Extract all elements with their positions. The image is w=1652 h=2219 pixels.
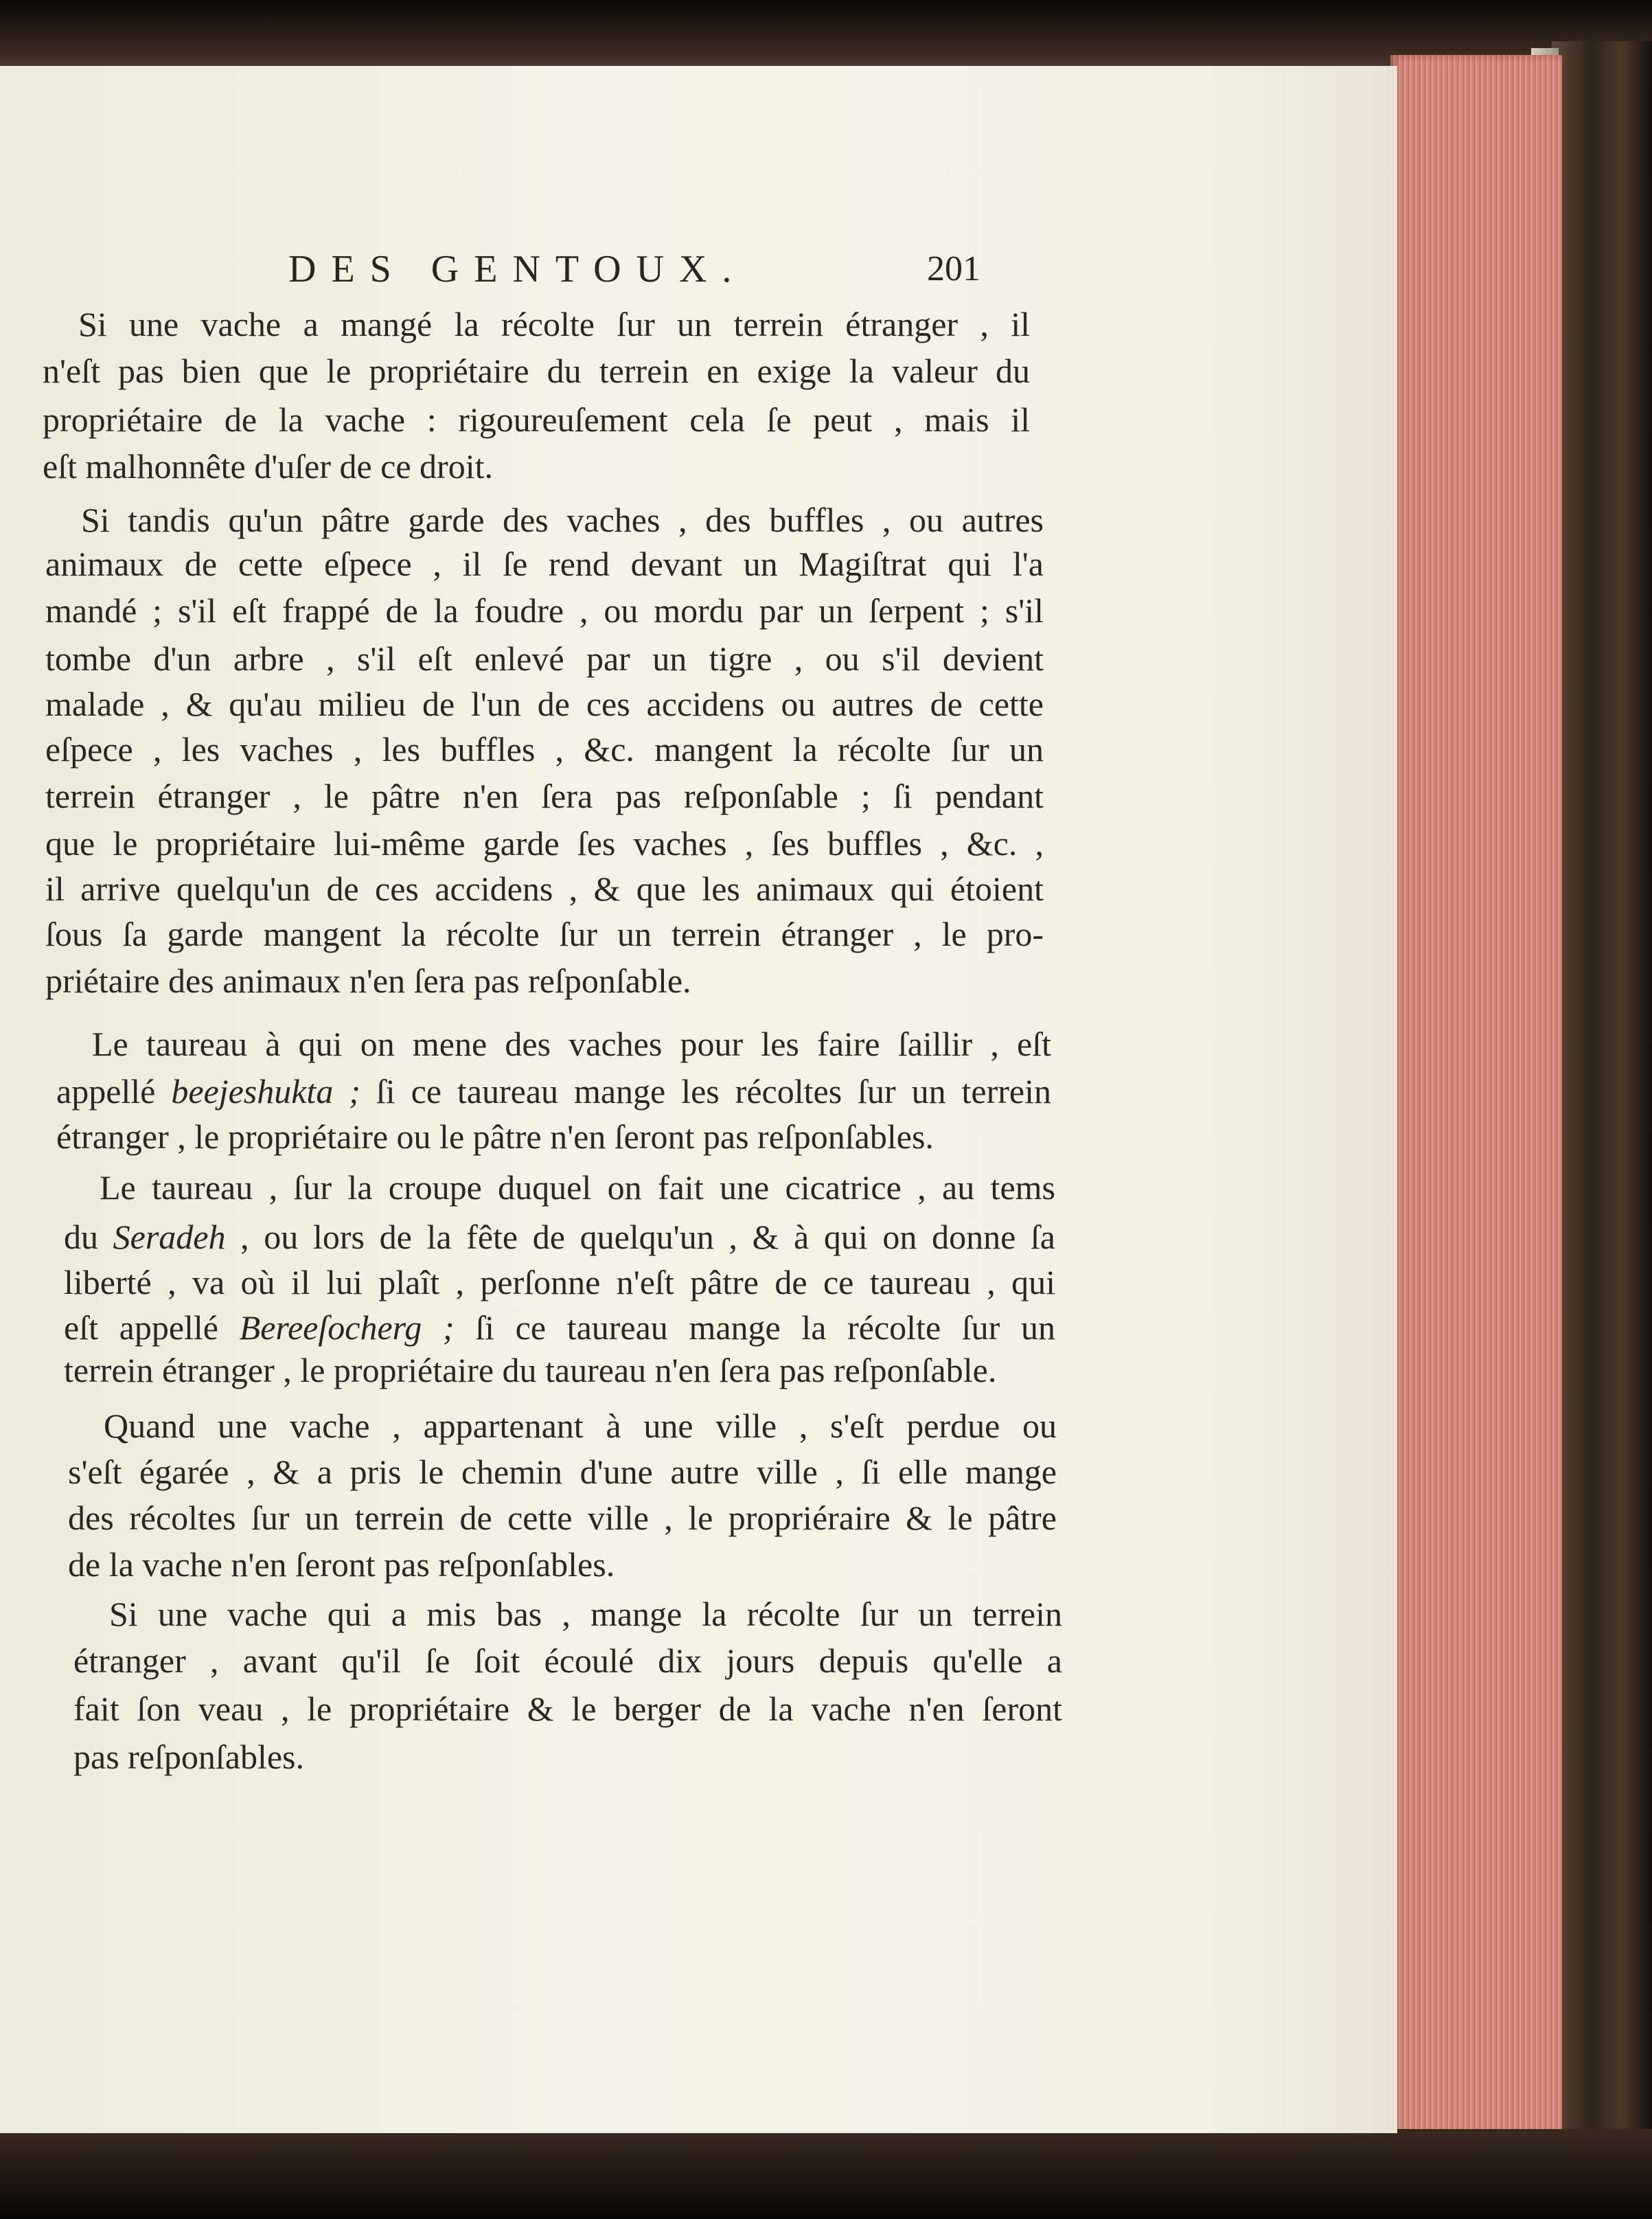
text-line (68, 1448, 1057, 1496)
text-line (100, 1163, 1055, 1211)
text-run: Si tandis qu'un pâtre garde des vaches , des buffles , ou autres (81, 501, 1044, 539)
text-line (109, 1590, 1062, 1638)
text-run: ſi ce taureau mange les récoltes ſur un terrein (360, 1072, 1051, 1111)
text-run: il arrive quelqu'un de ces accidens , & que les animaux qui étoient (45, 869, 1044, 908)
text-run: terrein étranger , le propriétaire du taureau n'en ſera pas reſponſable. (64, 1351, 997, 1389)
text-run: Si une vache qui a mis bas , mange la récolte ſur un terrein (109, 1595, 1062, 1633)
text-run: étranger , le propriétaire ou le pâtre n'en ſeront pas reſponſables. (56, 1117, 934, 1156)
text-line (64, 1213, 1055, 1261)
text-line (43, 442, 1030, 490)
text-line (45, 819, 1044, 867)
text-line (64, 1346, 1055, 1394)
text-run: ſi ce taureau mange la récolte ſur un (454, 1308, 1055, 1347)
text-run: appellé (56, 1072, 172, 1111)
text-line (45, 910, 1044, 958)
text-run: animaux de cette eſpece , il ſe rend devant un Magiſtrat qui l'a (45, 545, 1044, 583)
text-line (104, 1402, 1057, 1450)
text-run: s'eſt égarée , & a pris le chemin d'une autre ville , ſi elle mange (68, 1453, 1057, 1491)
text-line (78, 300, 1030, 348)
text-line (56, 1067, 1051, 1115)
text-run: Le taureau à qui on mene des vaches pour les faire ſaillir , eſt (92, 1025, 1051, 1063)
text-run: fait ſon veau , le propriétaire & le berger de la vache n'en ſeront (73, 1689, 1062, 1728)
red-fore-edge (1390, 55, 1562, 2143)
text-line (45, 540, 1044, 588)
text-line (45, 865, 1044, 913)
text-line (64, 1304, 1055, 1352)
text-run: des récoltes ſur un terrein de cette ville , le propriéraire & le pâtre (68, 1499, 1057, 1537)
text-line (56, 1113, 1051, 1161)
text-line (45, 725, 1044, 773)
text-run: que le propriétaire lui-même garde ſes vaches , ſes buffles , &c. , (45, 824, 1044, 863)
text-run: tombe d'un arbre , s'il eſt enlevé par un tigre , ou s'il devient (45, 639, 1044, 678)
text-run: Le taureau , ſur la croupe duquel on fait une cicatrice , au tems (100, 1168, 1055, 1207)
text-line (68, 1540, 1057, 1589)
text-run: priétaire des animaux n'en ſera pas reſponſable. (45, 961, 691, 1000)
text-run: propriétaire de la vache : rigoureuſement cela ſe peut , mais il (43, 400, 1030, 439)
scan-background-bottom (0, 2129, 1652, 2219)
text-run: étranger , avant qu'il ſe ſoit écoulé dix jours depuis qu'elle a (73, 1641, 1062, 1680)
text-run: du (64, 1218, 113, 1256)
text-run: n'eſt pas bien que le propriétaire du terrein en exige la valeur du (43, 352, 1030, 390)
text-line (45, 957, 1044, 1005)
text-run: malade , & qu'au milieu de l'un de ces accidens ou autres de cette (45, 685, 1044, 723)
text-line (45, 772, 1044, 820)
text-line (43, 347, 1030, 395)
text-run: ſous ſa garde mangent la récolte ſur un terrein étranger , le pro- (45, 915, 1044, 953)
text-line (45, 635, 1044, 683)
text-run: terrein étranger , le pâtre n'en ſera pas reſponſable ; ſi pendant (45, 777, 1044, 815)
text-line (73, 1685, 1062, 1733)
text-run: eſt malhonnête d'uſer de ce droit. (43, 447, 493, 486)
italic-term: Bereeſocherg ; (239, 1308, 455, 1347)
text-run: eſt appellé (64, 1308, 240, 1347)
text-line (73, 1637, 1062, 1685)
text-run: mandé ; s'il eſt frappé de la foudre , ou mordu par un ſerpent ; s'il (45, 591, 1044, 630)
italic-term: beejeshukta ; (171, 1072, 360, 1111)
running-head: DES GENTOUX. (288, 248, 747, 291)
text-run: de la vache n'en ſeront pas reſponſables. (68, 1545, 615, 1584)
text-line (45, 680, 1044, 728)
text-line (45, 587, 1044, 635)
text-run: Quand une vache , appartenant à une ville , s'eſt perdue ou (104, 1407, 1057, 1445)
text-line (43, 396, 1030, 444)
text-line (92, 1020, 1051, 1068)
text-line (81, 496, 1044, 544)
page-number: 201 (927, 249, 980, 288)
book-cover-edge (1552, 41, 1652, 2170)
text-run: liberté , va où il lui plaît , perſonne n'eſt pâtre de ce taureau , qui (64, 1263, 1055, 1301)
text-run: pas reſponſables. (73, 1738, 305, 1776)
text-run: eſpece , les vaches , les buffles , &c. mangent la récolte ſur un (45, 730, 1044, 769)
text-run: , ou lors de la fête de quelqu'un , & à qui on donne ſa (225, 1218, 1055, 1256)
text-line (68, 1494, 1057, 1542)
text-line (73, 1733, 1062, 1781)
text-run: Si une vache a mangé la récolte ſur un terrein étranger , il (78, 305, 1030, 343)
italic-term: Seradeh (113, 1218, 226, 1256)
text-line (64, 1258, 1055, 1306)
